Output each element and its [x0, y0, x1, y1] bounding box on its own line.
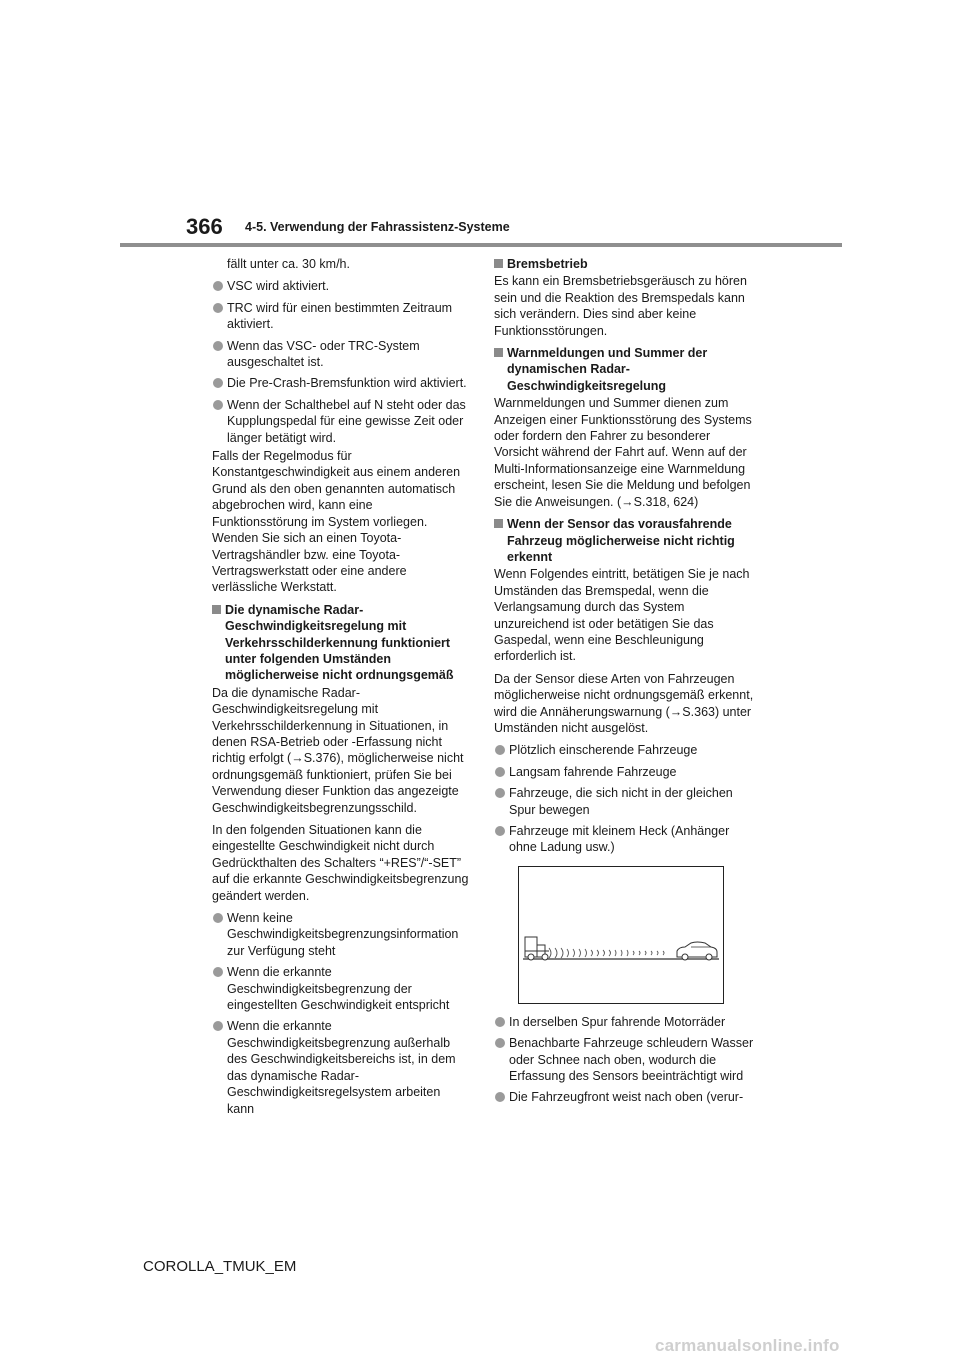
paragraph: In den folgenden Situationen kann die eingestellte Geschwindigkeit nicht durch Gedrückthalten des Schalters “+RES”/“-SET” auf die erkannte Geschwindigkeitsbegrenzung geändert werden. — [212, 823, 469, 903]
heading-square-icon — [494, 259, 503, 268]
bullet-item — [212, 278, 470, 294]
heading-text: Warnmeldungen und Summer der dynamischen Radar-Geschwindigkeitsregelung — [507, 346, 708, 393]
bullet-text: Fahrzeuge, die sich nicht in der gleichen Spur bewegen — [509, 786, 733, 817]
bullet-dot-icon — [495, 745, 505, 755]
bullet-text: Wenn keine Geschwindigkeitsbegrenzungsinformation zur Verfügung steht — [227, 911, 459, 958]
bullet-text: In derselben Spur fahrende Motorräder — [509, 1014, 726, 1029]
heading-text: Die dynamische Radar-Geschwindigkeitsregelung mit Verkehrsschilderkennung funktioniert unter folgenden Umständen möglicherweise nicht ordnungsgemäß — [225, 602, 454, 683]
bullet-dot-icon — [495, 1038, 505, 1048]
radar-illustration — [518, 866, 724, 1004]
heading-square-icon — [494, 348, 503, 357]
bullet-item — [212, 375, 470, 391]
bullet-item — [212, 1018, 470, 1116]
bullet-dot-icon — [213, 378, 223, 388]
bullet-item — [494, 1035, 756, 1084]
bullet-item — [494, 764, 756, 780]
bullet-dot-icon — [495, 788, 505, 798]
bullet-dot-icon — [495, 767, 505, 777]
paragraph: Wenn Folgendes eintritt, betätigen Sie je nach Umständen das Bremspedal, wenn die Verlangsamung durch das System unzureichend ist oder betätigen Sie das Gaspedal, wenn eine Beschleunigung erforderlich ist. — [494, 567, 750, 664]
bullet-dot-icon — [495, 826, 505, 836]
bullet-dot-icon — [213, 967, 223, 977]
bullet-text: Langsam fahrende Fahrzeuge — [509, 764, 677, 779]
paragraph: Es kann ein Bremsbetriebsgeräusch zu hören sein und die Reaktion des Bremspedals kann sich verändern. Dies sind aber keine Funktionsstörungen. — [494, 274, 747, 338]
bullet-dot-icon — [213, 913, 223, 923]
bullet-dot-icon — [213, 1021, 223, 1031]
bullet-text: Wenn die erkannte Geschwindigkeitsbegrenzung außerhalb des Geschwindigkeitsbereichs ist, in dem das dynamische Radar-Geschwindigkeitsregelsystem arbeiten kann — [227, 1019, 456, 1116]
bullet-item — [494, 1014, 756, 1030]
heading-square-icon — [494, 519, 503, 528]
section-heading — [494, 516, 756, 565]
header-rule — [120, 243, 842, 247]
truck-radar-car-illustration — [519, 867, 723, 1003]
watermark-link[interactable]: carmanualsonline.info — [655, 1336, 840, 1355]
bullet-item — [494, 785, 756, 818]
bullet-text: Wenn das VSC- oder TRC-System ausgeschaltet ist. — [227, 338, 420, 370]
bullet-text: Fahrzeuge mit kleinem Heck (Anhänger ohne Ladung usw.) — [509, 824, 730, 855]
bullet-dot-icon — [495, 1092, 505, 1102]
right-column — [494, 256, 756, 1111]
section-heading — [494, 345, 756, 394]
paragraph: Falls der Regelmodus für Konstantgeschwindigkeit aus einem anderen Grund als den oben genannten automatisch abgebrochen wird, kann eine Funktionsstörung im System vorliegen. Wenden Sie sich an einen Toyota-Vertragshändler bzw. eine Toyota-Vertragswerkstatt oder eine andere verlässliche Werkstatt. — [212, 449, 461, 595]
bullet-text: Wenn die erkannte Geschwindigkeitsbegrenzung der eingestellten Geschwindigkeit entspricht — [227, 965, 450, 1013]
section-heading — [494, 256, 756, 272]
bullet-text: Wenn der Schalthebel auf N steht oder das Kupplungspedal für eine gewisse Zeit oder länger betätigt wird. — [227, 397, 466, 445]
heading-square-icon — [212, 605, 221, 614]
bullet-text: Benachbarte Fahrzeuge schleudern Wasser oder Schnee nach oben, wodurch die Erfassung des Sensors beeinträchtigt wird — [509, 1036, 754, 1084]
left-column — [212, 256, 470, 1122]
bullet-text: Die Pre-Crash-Bremsfunktion wird aktiviert. — [227, 376, 467, 391]
heading-text: Wenn der Sensor das vorausfahrende Fahrzeug möglicherweise nicht richtig erkennt — [507, 517, 735, 564]
bullet-item — [494, 742, 756, 758]
section-title: 4-5. Verwendung der Fahrassistenz-Systeme — [245, 220, 510, 234]
bullet-item — [212, 964, 470, 1013]
section-heading — [212, 602, 470, 684]
bullet-item — [212, 397, 470, 446]
bullet-dot-icon — [213, 341, 223, 351]
bullet-item — [212, 300, 470, 333]
bullet-item — [494, 1089, 756, 1105]
bullet-item — [212, 910, 470, 959]
bullet-item — [494, 823, 756, 856]
bullet-text: Die Fahrzeugfront weist nach oben (verur- — [509, 1090, 744, 1105]
paragraph: Da der Sensor diese Arten von Fahrzeugen möglicherweise nicht ordnungsgemäß erkennt, wird die Annäherungswarnung (→S.363) unter Umständen nicht ausgelöst. — [494, 671, 754, 735]
bullet-item — [212, 338, 470, 371]
paragraph: Da die dynamische Radar-Geschwindigkeitsregelung mit Verkehrsschilderkennung in Situationen, in denen RSA-Betrieb oder -Erfassung nicht richtig erfolgt (→S.376), möglicherweise nicht ordnungsgemäß funktioniert, prüfen Sie bei Verwendung dieser Funktion das angezeigte Geschwindigkeitsbegrenzungsschild. — [212, 685, 464, 815]
bullet-text: Plötzlich einscherende Fahrzeuge — [509, 743, 698, 758]
bullet-dot-icon — [495, 1017, 505, 1027]
bullet-text: VSC wird aktiviert. — [227, 279, 330, 294]
heading-text: Bremsbetrieb — [507, 257, 588, 271]
bullet-dot-icon — [213, 281, 223, 291]
intro-continuation: fällt unter ca. 30 km/h. — [227, 257, 350, 271]
paragraph: Warnmeldungen und Summer dienen zum Anzeigen einer Funktionsstörung des Systems oder fordern den Fahrer zu besonderer Vorsicht während der Fahrt auf. Wenn auf der Multi-Informationsanzeige eine Warnmeldung erscheint, lesen Sie die Meldung und befolgen Sie die Anweisungen. (→S.318, 624) — [494, 396, 752, 509]
bullet-dot-icon — [213, 303, 223, 313]
document-code: COROLLA_TMUK_EM — [143, 1258, 297, 1275]
bullet-dot-icon — [213, 400, 223, 410]
page-number: 366 — [186, 214, 223, 239]
bullet-text: TRC wird für einen bestimmten Zeitraum aktiviert. — [227, 300, 453, 332]
